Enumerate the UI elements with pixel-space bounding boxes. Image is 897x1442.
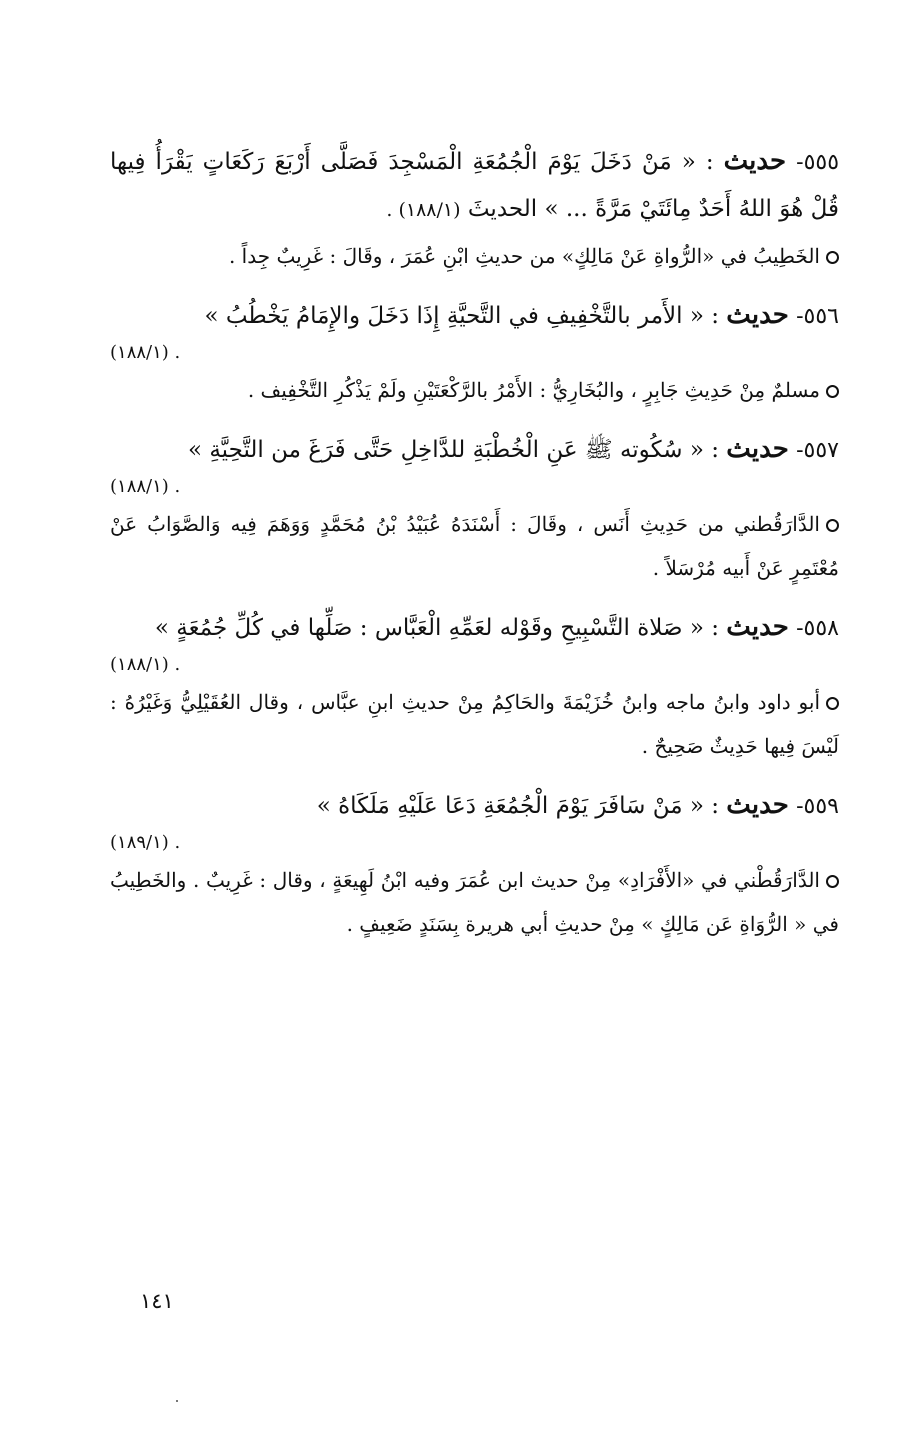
takhrij-text: الدَّارَقُطْني في «الأَفْرَادِ» مِنْ حديث ابن عُمَرَ وفيه ابْنُ لَهِيعَةٍ ، وقال : غَرِيبٌ . والخَطِيبُ في « الرُّوَاةِ عَن مَالِكٍ » مِنْ حديثِ أبي هريرة بِسَنَدٍ ضَعِيفٍ . [110,868,839,936]
hadith-number: ٥٥٧- [796,438,839,463]
hadith-body: : « سُكُوته ﷺ عَنِ الْخُطْبَةِ للدَّاخِلِ حَتَّى فَرَغَ من التَّحِيَّةِ » [187,437,719,463]
volume-page-reference: (١٨٩/١) . [110,832,181,853]
hadith-entry-556 [110,292,839,412]
takhrij-text: أبو داود وابنُ ماجه وابنُ خُزَيْمَةَ والحَاكِمُ مِنْ حديثِ ابنِ عبَّاس ، وقال العُقَيْلِيُّ وَغَيْرُهُ : لَيْسَ فِيها حَدِيثٌ صَحِيحٌ . [110,690,839,758]
hadith-text [110,292,839,368]
hadith-entry-557 [110,426,839,590]
hadith-number: ٥٥٦- [796,304,839,329]
hadith-number: ٥٥٩- [796,794,839,819]
hadith-entry-558 [110,604,839,768]
page-number: ١٤١ [140,1289,174,1313]
hadith-text [110,138,839,234]
hadith-keyword: حديث [726,434,789,464]
hadith-keyword: حديث [723,146,787,176]
volume-page-reference: (١٨٨/١) . [386,199,461,221]
ring-bullet-icon [826,697,839,710]
page-body [110,138,839,960]
hadith-entry-555 [110,138,839,278]
hadith-number: ٥٥٥- [796,150,840,175]
scan-speck [176,1400,178,1402]
hadith-body: : « مَنْ سَافَرَ يَوْمَ الْجُمُعَةِ دَعَا عَلَيْهِ مَلَكَاهُ » [316,793,719,819]
takhrij-note [110,858,839,946]
takhrij-text: مسلمٌ مِنْ حَدِيثِ جَابِرٍ ، والبُخَارِيُّ : الأَمْرُ بالرَّكْعَتَيْنِ ولَمْ يَذْكُرِ التَّخْفِيف . [247,378,820,402]
takhrij-note [110,234,839,278]
ring-bullet-icon [826,251,839,264]
ring-bullet-icon [826,385,839,398]
hadith-keyword: حديث [726,300,789,330]
takhrij-text: الدَّارَقُطني من حَدِيثِ أَنَس ، وقَالَ : أَسْنَدَهُ عُبَيْدُ بْنُ مُحَمَّدٍ وَوَهَمَ فِيه وَالصَّوَابُ عَنْ مُعْتَمِرٍ عَنْ أَبيه مُرْسَلاً . [110,512,839,580]
hadith-entry-559 [110,782,839,946]
ring-bullet-icon [826,875,839,888]
hadith-body: : « الأَمر بالتَّخْفِيفِ في التَّحيَّةِ إِذَا دَخَلَ والإِمَامُ يَخْطُبُ » [204,303,719,329]
hadith-body: : « مَنْ دَخَلَ يَوْمَ الْجُمُعَةِ الْمَسْجِدَ فَصَلَّى أَرْبَعَ رَكَعَاتٍ يَقْرَأُ فِيها قُلْ هُوَ اللهُ أَحَدٌ مِائَتَيْ مَرَّةً ... » الحديثَ [110,149,839,222]
hadith-number: ٥٥٨- [796,616,839,641]
hadith-text [110,604,839,680]
hadith-text [110,426,839,502]
takhrij-note [110,680,839,768]
takhrij-note [110,368,839,412]
takhrij-text: الخَطِيبُ في «الرُّواةِ عَنْ مَالِكٍ» من حديثِ ابْنِ عُمَرَ ، وقَالَ : غَرِيبٌ جِداً . [228,244,820,268]
volume-page-reference: (١٨٨/١) . [110,654,181,675]
hadith-keyword: حديث [726,790,789,820]
ring-bullet-icon [826,519,839,532]
hadith-keyword: حديث [726,612,789,642]
volume-page-reference: (١٨٨/١) . [110,342,181,363]
volume-page-reference: (١٨٨/١) . [110,476,181,497]
takhrij-note [110,502,839,590]
hadith-body: : « صَلاة التَّسْبِيحِ وقَوْله لعَمِّهِ الْعَبَّاس : صَلِّها في كُلِّ جُمُعَةٍ » [154,615,719,641]
hadith-text [110,782,839,858]
